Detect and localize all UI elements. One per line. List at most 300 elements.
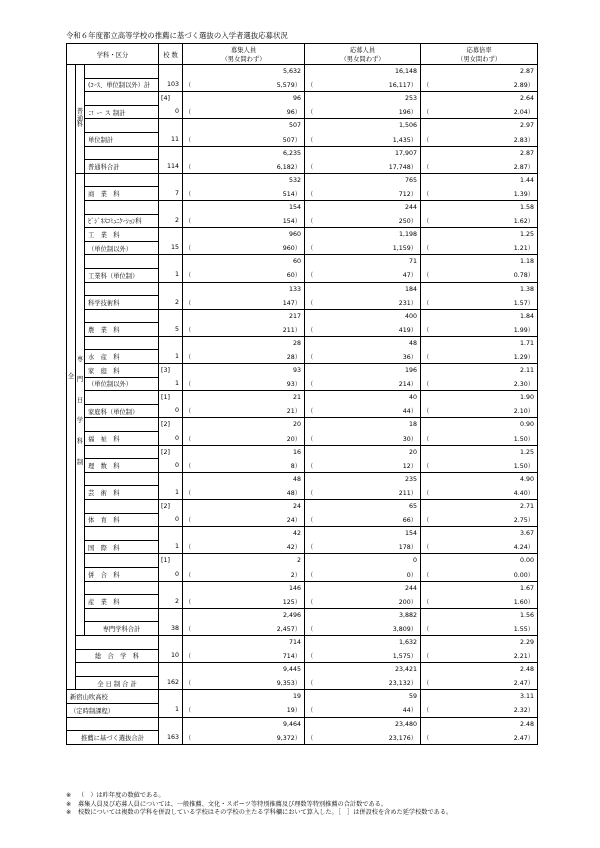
- schools-bracket: [159, 173, 183, 187]
- capacity-paren-open: （: [183, 731, 189, 745]
- category-label-top: [76, 635, 159, 649]
- ratio-prev-number: 2.75: [513, 517, 528, 525]
- applicants-paren-open: （: [305, 486, 311, 500]
- applicants-paren-close: ）: [410, 517, 418, 525]
- category-label-top: [85, 445, 159, 459]
- ratio-prev-value: [427, 513, 538, 527]
- table-row: [67, 323, 538, 337]
- applicants-value: 196: [311, 364, 421, 378]
- schools-bracket: [159, 336, 183, 350]
- ratio-prev-number: 2.47: [513, 734, 528, 742]
- applicants-value: 244: [311, 581, 421, 595]
- applicants-prev-value: [311, 241, 421, 255]
- table-row: [67, 690, 538, 704]
- ratio-value: 1.71: [427, 336, 538, 350]
- applicants-prev-number: 231: [398, 299, 411, 307]
- ratio-prev-number: 2.89: [513, 82, 528, 90]
- schools-count: 1: [159, 540, 183, 554]
- applicants-value: 20: [311, 445, 421, 459]
- page-title: 令和６年度都立高等学校の推薦に基づく選抜の入学者選抜応募状況: [66, 31, 288, 40]
- capacity-paren-close: ）: [294, 680, 302, 688]
- schools-count: 0: [159, 459, 183, 473]
- capacity-prev-number: 28: [286, 354, 295, 362]
- schools-bracket: [159, 690, 183, 704]
- ratio-prev-number: 2.04: [513, 109, 528, 117]
- ratio-paren-open: （: [421, 78, 427, 92]
- capacity-prev-number: 60: [286, 272, 295, 280]
- schools-count: 1: [159, 486, 183, 500]
- schools-count: 0: [159, 432, 183, 446]
- applicants-paren-open: （: [305, 404, 311, 418]
- table-row: [67, 445, 538, 459]
- ratio-paren-open: （: [421, 595, 427, 609]
- applicants-prev-value: [311, 731, 421, 745]
- capacity-prev-number: 20: [286, 435, 295, 443]
- applicants-paren-close: ）: [410, 625, 418, 633]
- ratio-prev-value: [427, 622, 538, 636]
- applicants-prev-number: 1,159: [392, 245, 411, 253]
- schools-count: 163: [159, 731, 183, 745]
- capacity-prev-value: [189, 78, 305, 92]
- applicants-value: 40: [311, 391, 421, 405]
- capacity-paren-close: ）: [294, 707, 302, 715]
- capacity-value: 154: [189, 200, 305, 214]
- applicants-prev-number: 44: [402, 707, 411, 715]
- capacity-prev-value: [189, 676, 305, 690]
- category-label-top: [85, 282, 159, 296]
- applicants-paren-open: （: [305, 731, 311, 745]
- capacity-value: 96: [189, 92, 305, 106]
- capacity-paren-close: ）: [294, 489, 302, 497]
- applicants-prev-value: [311, 377, 421, 391]
- applicants-value: 65: [311, 500, 421, 514]
- ratio-value: 1.18: [427, 255, 538, 269]
- schools-count: 162: [159, 676, 183, 690]
- applicants-value: 154: [311, 527, 421, 541]
- ratio-paren-close: ）: [527, 381, 535, 389]
- capacity-prev-value: [189, 703, 305, 717]
- capacity-value: 217: [189, 309, 305, 323]
- applicants-prev-value: [311, 567, 421, 581]
- ratio-prev-value: [427, 676, 538, 690]
- applicants-paren-close: ）: [410, 190, 418, 198]
- category-label-bottom: （単位制以外）: [85, 377, 159, 391]
- capacity-prev-value: [189, 323, 305, 337]
- applicants-paren-close: ）: [410, 354, 418, 362]
- applicants-paren-open: （: [305, 187, 311, 201]
- ratio-paren-close: ）: [527, 163, 535, 171]
- ratio-paren-close: ）: [527, 489, 535, 497]
- ratio-paren-open: （: [421, 486, 427, 500]
- table-row: [67, 472, 538, 486]
- capacity-paren-open: （: [183, 160, 189, 174]
- schools-count: 0: [159, 404, 183, 418]
- applicants-paren-close: ）: [410, 598, 418, 606]
- capacity-prev-number: 8: [290, 462, 295, 470]
- capacity-paren-open: （: [183, 404, 189, 418]
- capacity-paren-open: （: [183, 622, 189, 636]
- applicants-prev-number: 44: [402, 408, 411, 416]
- ratio-paren-close: ）: [527, 544, 535, 552]
- applicants-paren-open: （: [305, 703, 311, 717]
- schools-bracket: [159, 635, 183, 649]
- ratio-paren-open: （: [421, 241, 427, 255]
- capacity-paren-open: （: [183, 567, 189, 581]
- schools-bracket: [2]: [159, 445, 183, 459]
- applicants-prev-number: 196: [398, 109, 411, 117]
- capacity-prev-value: [189, 540, 305, 554]
- ratio-paren-open: （: [421, 105, 427, 119]
- table-row: [67, 132, 538, 146]
- capacity-prev-number: 93: [286, 381, 295, 389]
- ratio-paren-close: ）: [527, 571, 535, 579]
- applicants-prev-number: 0: [406, 571, 411, 579]
- ratio-prev-value: [427, 105, 538, 119]
- ratio-prev-number: 2.10: [513, 408, 528, 416]
- capacity-prev-value: [189, 160, 305, 174]
- applicants-paren-open: （: [305, 105, 311, 119]
- capacity-paren-open: （: [183, 78, 189, 92]
- capacity-prev-value: [189, 268, 305, 282]
- applicants-prev-value: [311, 649, 421, 663]
- capacity-prev-number: 2,457: [276, 625, 295, 633]
- capacity-paren-close: ）: [294, 598, 302, 606]
- ratio-paren-open: （: [421, 187, 427, 201]
- applicants-paren-open: （: [305, 567, 311, 581]
- table-row: [67, 717, 538, 731]
- category-label-top: [85, 173, 159, 187]
- applicants-prev-value: [311, 78, 421, 92]
- capacity-paren-open: （: [183, 649, 189, 663]
- ratio-paren-open: （: [421, 323, 427, 337]
- applicants-prev-number: 712: [398, 190, 411, 198]
- applicants-paren-close: ）: [410, 489, 418, 497]
- applicants-paren-close: ）: [410, 299, 418, 307]
- applicants-value: 184: [311, 282, 421, 296]
- applicants-paren-open: （: [305, 595, 311, 609]
- capacity-prev-number: 21: [286, 408, 295, 416]
- senmon-label-char: 学: [76, 417, 84, 425]
- schools-count: 11: [159, 132, 183, 146]
- capacity-prev-value: [189, 214, 305, 228]
- category-label-bottom: 併 合 科: [85, 567, 159, 581]
- table-row: [67, 105, 538, 119]
- applicants-prev-number: 47: [402, 272, 411, 280]
- ratio-paren-close: ）: [527, 598, 535, 606]
- ratio-prev-value: [427, 459, 538, 473]
- schools-count: 0: [159, 567, 183, 581]
- ratio-prev-number: 2.87: [513, 163, 528, 171]
- ratio-prev-number: 1.62: [513, 218, 528, 226]
- category-label-bottom: 商 業 科: [85, 187, 159, 201]
- applicants-paren-open: （: [305, 377, 311, 391]
- category-label-bottom: 理 数 科: [85, 459, 159, 473]
- applicants-prev-value: [311, 214, 421, 228]
- schools-count: 1: [159, 268, 183, 282]
- applicants-prev-value: [311, 404, 421, 418]
- capacity-paren-close: ）: [294, 734, 302, 742]
- capacity-prev-value: [189, 404, 305, 418]
- applicants-prev-value: [311, 350, 421, 364]
- ratio-value: 3.67: [427, 527, 538, 541]
- schools-count: 1: [159, 350, 183, 364]
- ratio-value: 3.11: [427, 690, 538, 704]
- capacity-paren-open: （: [183, 377, 189, 391]
- applicants-prev-value: [311, 432, 421, 446]
- ratio-prev-value: [427, 187, 538, 201]
- capacity-prev-number: 960: [282, 245, 295, 253]
- ratio-prev-number: 2.30: [513, 381, 528, 389]
- applicants-prev-number: 178: [398, 544, 411, 552]
- ratio-prev-value: [427, 214, 538, 228]
- header-row: [67, 44, 538, 65]
- schools-bracket: [159, 527, 183, 541]
- senmon-label-char: 専: [76, 355, 84, 363]
- applicants-value: 1,198: [311, 228, 421, 242]
- applicants-paren-close: ）: [410, 136, 418, 144]
- category-label-top: [85, 309, 159, 323]
- capacity-paren-open: （: [183, 459, 189, 473]
- category-label-bottom: 単位制計: [85, 132, 159, 146]
- schools-bracket: [2]: [159, 418, 183, 432]
- capacity-paren-open: （: [183, 323, 189, 337]
- schools-count: 2: [159, 296, 183, 310]
- futsu-label-char: 科: [76, 121, 84, 129]
- applicants-paren-close: ）: [410, 82, 418, 90]
- category-label-top: [85, 92, 159, 106]
- ratio-value: 4.90: [427, 472, 538, 486]
- category-label-bottom: 体 育 科: [85, 513, 159, 527]
- applicants-value: 17,907: [311, 146, 421, 160]
- category-label-bottom: 普通科合計: [85, 160, 159, 174]
- ratio-prev-number: 4.24: [513, 544, 528, 552]
- ratio-prev-value: [427, 540, 538, 554]
- ratio-prev-number: 1.99: [513, 326, 528, 334]
- applicants-prev-number: 16,117: [388, 82, 411, 90]
- capacity-value: 2: [189, 554, 305, 568]
- category-label-top: [85, 200, 159, 214]
- ratio-value: 2.48: [427, 663, 538, 677]
- notes: [66, 792, 452, 818]
- capacity-value: 19: [189, 690, 305, 704]
- ratio-prev-number: 0.78: [513, 272, 528, 280]
- ratio-paren-open: （: [421, 432, 427, 446]
- ratio-paren-close: ）: [527, 326, 535, 334]
- category-label-top: [85, 65, 159, 79]
- table-row: [67, 418, 538, 432]
- ratio-prev-number: 1.21: [513, 245, 528, 253]
- applicants-value: 23,421: [311, 663, 421, 677]
- applicants-paren-open: （: [305, 132, 311, 146]
- capacity-paren-close: ）: [294, 218, 302, 226]
- capacity-paren-close: ）: [294, 517, 302, 525]
- applicants-prev-value: [311, 323, 421, 337]
- table-row: [67, 377, 538, 391]
- category-label-bottom: 農 業 科: [85, 323, 159, 337]
- schools-bracket: [159, 663, 183, 677]
- capacity-prev-number: 714: [282, 653, 295, 661]
- ratio-prev-value: [427, 350, 538, 364]
- applicants-value: 1,632: [311, 635, 421, 649]
- senmon-label-char: 科: [76, 437, 84, 445]
- ratio-prev-value: [427, 595, 538, 609]
- table-row: [67, 65, 538, 79]
- table-row: [67, 309, 538, 323]
- ratio-prev-number: 2.47: [513, 680, 528, 688]
- table-row: [67, 228, 538, 242]
- ratio-paren-close: ）: [527, 680, 535, 688]
- capacity-value: 6,235: [189, 146, 305, 160]
- applicants-prev-value: [311, 486, 421, 500]
- applicants-prev-value: [311, 187, 421, 201]
- table-row: [67, 200, 538, 214]
- applicants-paren-close: ）: [410, 571, 418, 579]
- table-row: [67, 268, 538, 282]
- applicants-paren-close: ）: [410, 408, 418, 416]
- capacity-prev-number: 211: [282, 326, 295, 334]
- ratio-prev-value: [427, 703, 538, 717]
- schools-bracket: [159, 309, 183, 323]
- applicants-prev-number: 211: [398, 489, 411, 497]
- table-row: [67, 214, 538, 228]
- capacity-paren-open: （: [183, 432, 189, 446]
- ratio-prev-value: [427, 377, 538, 391]
- ratio-paren-open: （: [421, 459, 427, 473]
- ratio-paren-open: （: [421, 540, 427, 554]
- table-row: [67, 364, 538, 378]
- applicants-value: 48: [311, 336, 421, 350]
- applicants-prev-number: 17,748: [388, 163, 411, 171]
- category-label-bottom: （定時制課程）: [67, 703, 159, 717]
- capacity-paren-close: ）: [294, 82, 302, 90]
- capacity-value: 5,632: [189, 65, 305, 79]
- schools-count: 1: [159, 377, 183, 391]
- capacity-prev-number: 2: [290, 571, 295, 579]
- capacity-paren-close: ）: [294, 163, 302, 171]
- applicants-prev-value: [311, 540, 421, 554]
- category-label-top: 新宿山吹高校: [67, 690, 159, 704]
- applicants-prev-value: [311, 703, 421, 717]
- applicants-value: 18: [311, 418, 421, 432]
- table-row: [67, 595, 538, 609]
- applicants-paren-close: ）: [410, 272, 418, 280]
- capacity-paren-close: ）: [294, 653, 302, 661]
- capacity-paren-open: （: [183, 296, 189, 310]
- capacity-value: 24: [189, 500, 305, 514]
- ratio-prev-number: 2.21: [513, 653, 528, 661]
- capacity-paren-open: （: [183, 214, 189, 228]
- capacity-paren-close: ）: [294, 435, 302, 443]
- applicants-prev-value: [311, 268, 421, 282]
- table-row: [67, 649, 538, 663]
- ratio-paren-close: ）: [527, 136, 535, 144]
- schools-count: 114: [159, 160, 183, 174]
- ratio-paren-close: ）: [527, 190, 535, 198]
- category-label-top: [85, 146, 159, 160]
- capacity-value: 2,496: [189, 608, 305, 622]
- ratio-prev-value: [427, 731, 538, 745]
- capacity-prev-value: [189, 350, 305, 364]
- applicants-prev-number: 1,435: [392, 136, 411, 144]
- capacity-prev-number: 9,353: [276, 680, 295, 688]
- ratio-value: 1.25: [427, 445, 538, 459]
- schools-bracket: [159, 119, 183, 133]
- ratio-value: 2.97: [427, 119, 538, 133]
- applicants-value: 400: [311, 309, 421, 323]
- category-label-top: [85, 554, 159, 568]
- table-row: [67, 432, 538, 446]
- category-label-bottom: コ ー ス 制計: [85, 105, 159, 119]
- applicants-prev-number: 250: [398, 218, 411, 226]
- category-label-top: 工 業 科: [85, 228, 159, 242]
- ratio-prev-number: 1.50: [513, 435, 528, 443]
- capacity-prev-value: [189, 567, 305, 581]
- capacity-paren-open: （: [183, 486, 189, 500]
- capacity-value: 532: [189, 173, 305, 187]
- futsu-label: [76, 65, 85, 174]
- category-label-top: [85, 391, 159, 405]
- ratio-prev-value: [427, 268, 538, 282]
- applicants-paren-close: ）: [410, 163, 418, 171]
- ratio-paren-close: ）: [527, 707, 535, 715]
- capacity-prev-number: 42: [286, 544, 295, 552]
- applicants-paren-close: ）: [410, 326, 418, 334]
- ratio-value: 1.44: [427, 173, 538, 187]
- table-row: [67, 255, 538, 269]
- capacity-prev-value: [189, 241, 305, 255]
- capacity-value: 20: [189, 418, 305, 432]
- ratio-prev-number: 1.60: [513, 598, 528, 606]
- schools-bracket: [3]: [159, 364, 183, 378]
- applicants-value: 235: [311, 472, 421, 486]
- capacity-paren-close: ）: [294, 462, 302, 470]
- capacity-prev-value: [189, 296, 305, 310]
- ratio-paren-close: ）: [527, 109, 535, 117]
- application-status-table: [66, 43, 538, 745]
- ratio-value: 1.38: [427, 282, 538, 296]
- capacity-prev-value: [189, 486, 305, 500]
- capacity-prev-number: 507: [282, 136, 295, 144]
- table-row: [67, 581, 538, 595]
- header-ratio: [421, 44, 538, 65]
- schools-count: 0: [159, 105, 183, 119]
- category-label-top: [85, 255, 159, 269]
- senmon-label-char: 門: [76, 376, 84, 384]
- table-row: [67, 241, 538, 255]
- applicants-paren-close: ）: [410, 435, 418, 443]
- ratio-prev-value: [427, 432, 538, 446]
- capacity-value: 9,445: [189, 663, 305, 677]
- schools-count: 1: [159, 703, 183, 717]
- schools-bracket: [159, 228, 183, 242]
- applicants-paren-open: （: [305, 296, 311, 310]
- header-schools: 校 数: [159, 44, 183, 65]
- ratio-value: 2.64: [427, 92, 538, 106]
- capacity-paren-close: ）: [294, 299, 302, 307]
- table-row: [67, 282, 538, 296]
- header-capacity-line2: （男女問わず）: [221, 56, 266, 63]
- capacity-paren-open: （: [183, 540, 189, 554]
- table-row: [67, 187, 538, 201]
- category-label-bottom: 科学技術科: [85, 296, 159, 310]
- ratio-value: 2.48: [427, 717, 538, 731]
- futsu-label-char: 通: [76, 114, 84, 122]
- applicants-paren-open: （: [305, 676, 311, 690]
- applicants-paren-close: ）: [410, 680, 418, 688]
- category-label-top: [85, 119, 159, 133]
- ratio-paren-open: （: [421, 160, 427, 174]
- ratio-value: 1.67: [427, 581, 538, 595]
